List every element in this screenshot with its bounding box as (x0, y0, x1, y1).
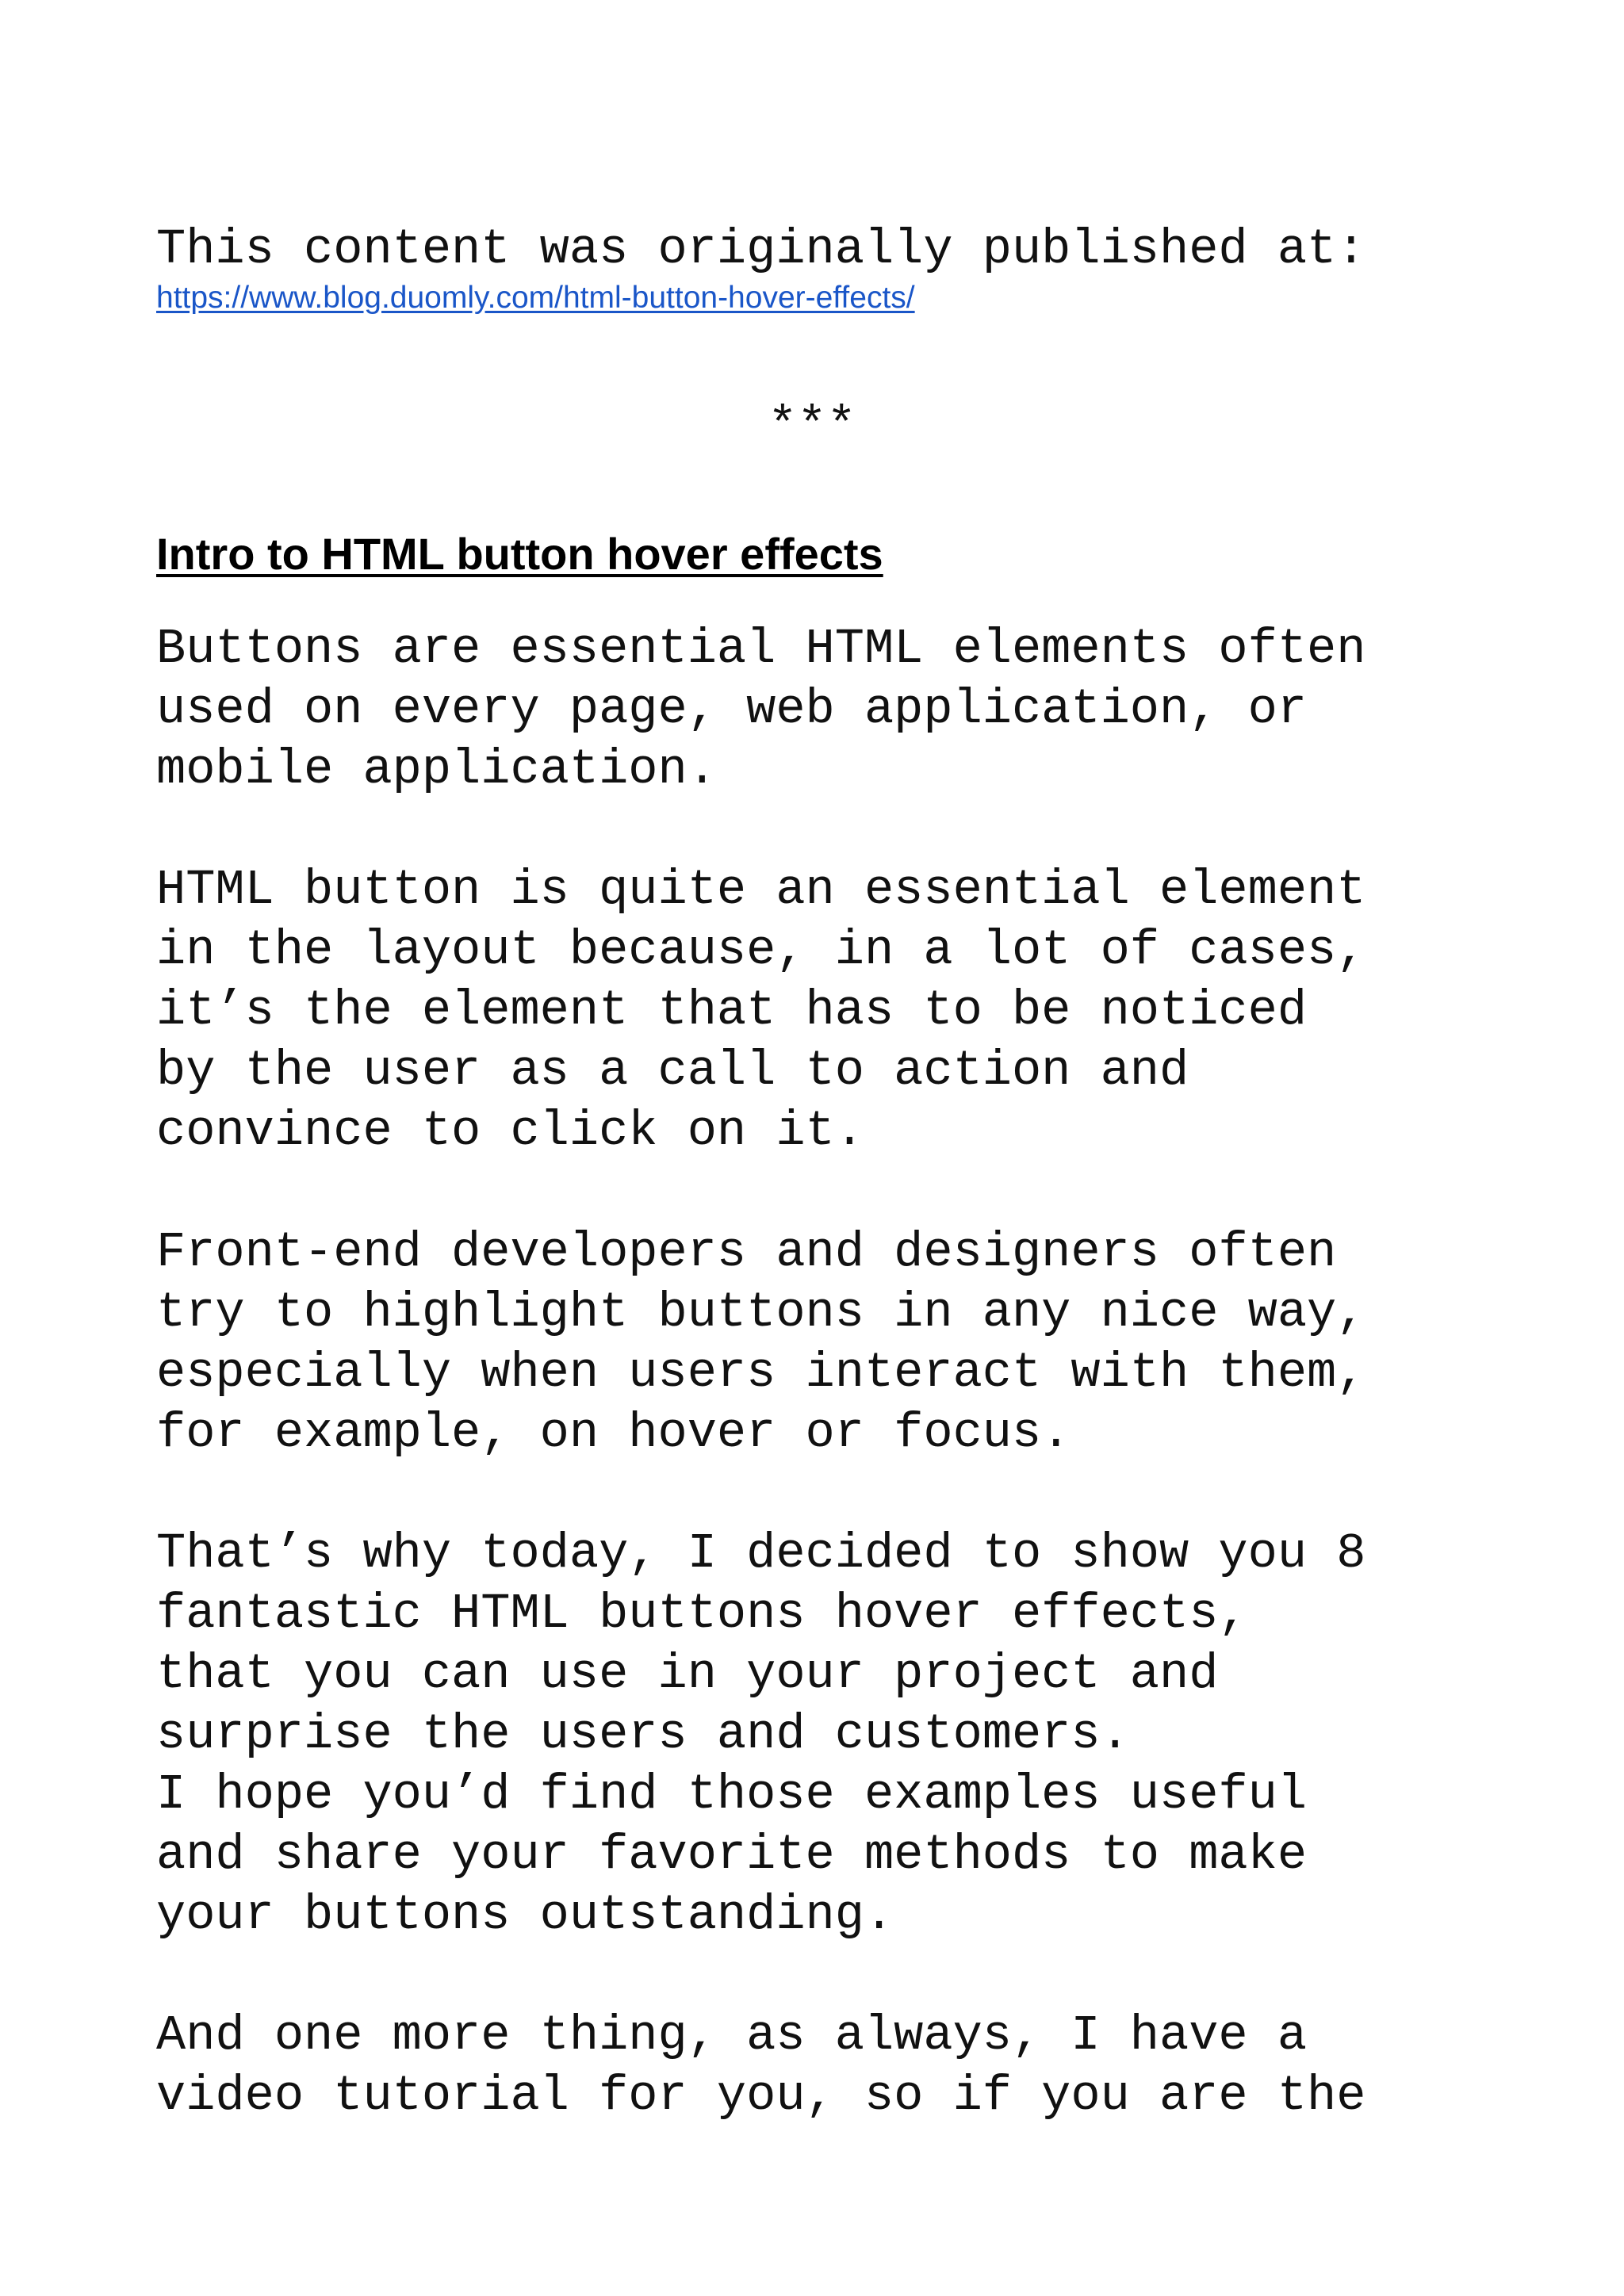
paragraph-hover-effects: That’s why today, I decided to show you 8 fantastic HTML buttons hover effects, that you can use in your project and surprise the users and customers. I hope you’d find those examples useful and share your favorite methods to make your buttons outstanding. (156, 1525, 1366, 1943)
paragraph-video-tutorial: And one more thing, as always, I have a video tutorial for you, so if you are the (156, 2007, 1366, 2124)
source-link[interactable]: https://www.blog.duomly.com/html-button-hover-effects/ (156, 281, 915, 315)
section-heading: Intro to HTML button hover effects (156, 529, 883, 579)
paragraph-buttons-essential: Buttons are essential HTML elements often used on every page, web application, or mobile application. (156, 621, 1366, 798)
publication-notice: This content was originally published at: (156, 221, 1366, 277)
paragraph-call-to-action: HTML button is quite an essential element in the layout because, in a lot of cases, it’s the element that has to be noticed by the user as a call to action and convince to click on it. (156, 862, 1366, 1159)
paragraph-highlight-buttons: Front-end developers and designers often try to highlight buttons in any nice way, especially when users interact with them, for example, on hover or focus. (156, 1224, 1366, 1461)
section-separator: *** (768, 398, 856, 454)
